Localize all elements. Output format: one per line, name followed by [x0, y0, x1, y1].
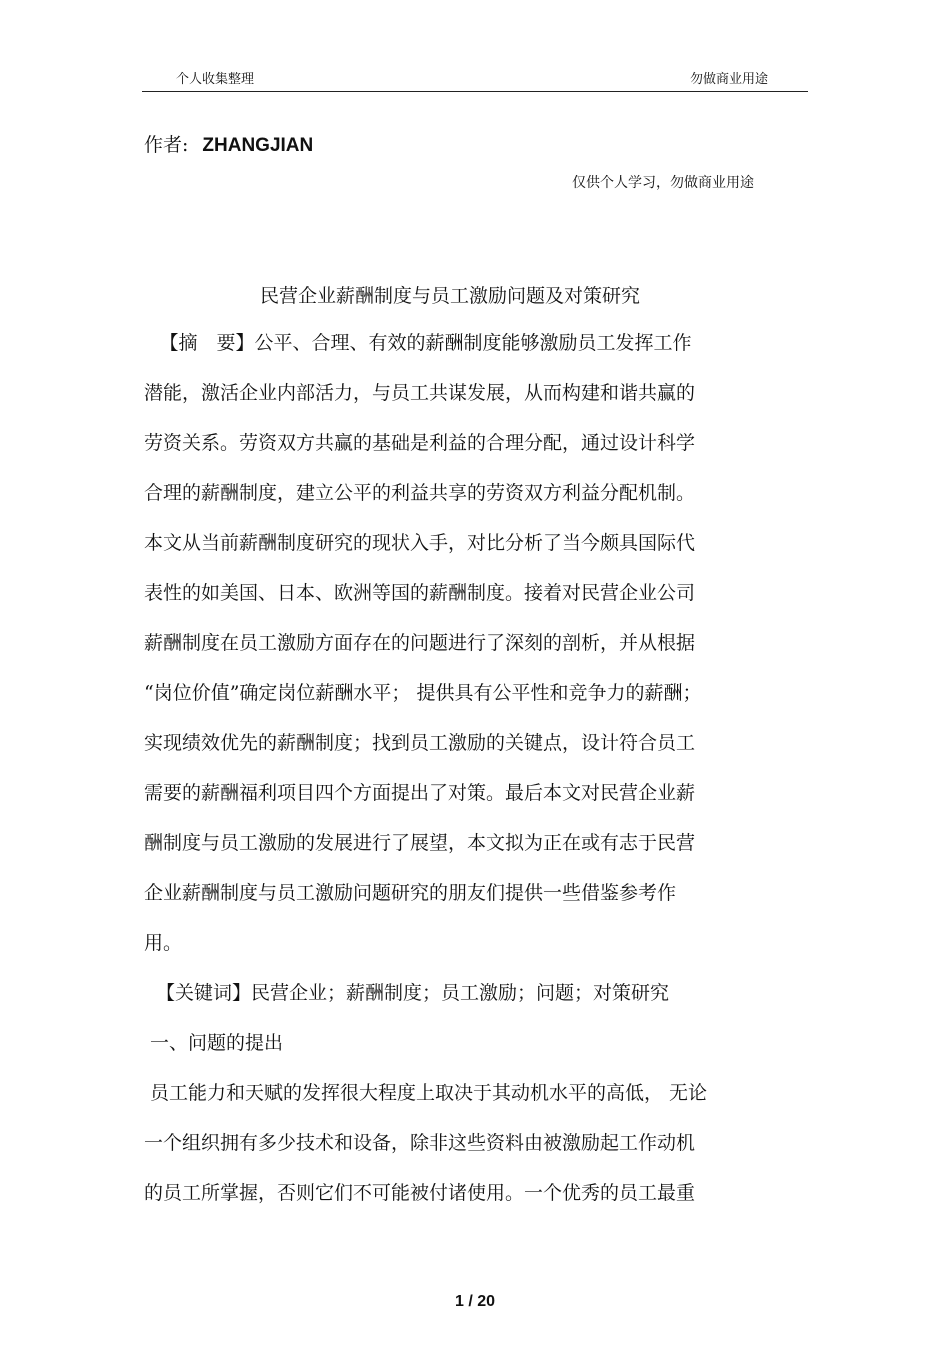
author-name: ZHANGJIAN: [202, 135, 314, 156]
abstract-line: 企业薪酬制度与员工激励问题研究的朋友们提供一些借鉴参考作: [144, 882, 677, 904]
header-divider: [142, 91, 808, 92]
abstract-line: 实现绩效优先的薪酬制度；找到员工激励的关键点，设计符合员工: [144, 732, 696, 754]
author-line: [144, 130, 313, 157]
header-right-text: 勿做商业用途: [690, 72, 769, 87]
abstract-line: 需要的薪酬福利项目四个方面提出了对策。最后本文对民营企业薪: [144, 782, 696, 804]
body-line: 员工能力和天赋的发挥很大程度上取决于其动机水平的高低， 无论: [150, 1082, 708, 1104]
abstract-line: 【摘 要】公平、合理、有效的薪酬制度能够激励员工发挥工作: [150, 332, 692, 354]
document-title: 民营企业薪酬制度与员工激励问题及对策研究: [260, 285, 641, 307]
abstract-line: 薪酬制度在员工激励方面存在的问题进行了深刻的剖析，并从根据: [144, 632, 696, 654]
abstract-line: 本文从当前薪酬制度研究的现状入手，对比分析了当今颇具国际代: [144, 532, 696, 554]
body-line: 一个组织拥有多少技术和设备，除非这些资料由被激励起工作动机: [144, 1132, 696, 1154]
abstract-line: 酬制度与员工激励的发展进行了展望，本文拟为正在或有志于民营: [144, 832, 696, 854]
header-left-text: 个人收集整理: [176, 72, 255, 87]
keywords-line: 【关键词】民营企业；薪酬制度；员工激励；问题；对策研究: [156, 982, 670, 1004]
page-number: 1 / 20: [454, 1293, 496, 1310]
abstract-line: 合理的薪酬制度，建立公平的利益共享的劳资双方利益分配机制。: [144, 482, 696, 504]
author-label: 作者:: [144, 134, 189, 156]
abstract-line: 表性的如美国、日本、欧洲等国的薪酬制度。接着对民营企业公司: [144, 582, 696, 604]
usage-notice: 仅供个人学习，勿做商业用途: [572, 175, 754, 191]
section-heading: 一、问题的提出: [150, 1032, 284, 1054]
abstract-line: 劳资关系。劳资双方共赢的基础是利益的合理分配，通过设计科学: [144, 432, 696, 454]
abstract-line: “岗位价值”确定岗位薪酬水平； 提供具有公平性和竞争力的薪酬；: [144, 682, 702, 704]
body-line: 的员工所掌握，否则它们不可能被付诸使用。一个优秀的员工最重: [144, 1182, 696, 1204]
abstract-line: 潜能，激活企业内部活力，与员工共谋发展，从而构建和谐共赢的: [144, 382, 696, 404]
abstract-line: 用。: [144, 932, 183, 954]
